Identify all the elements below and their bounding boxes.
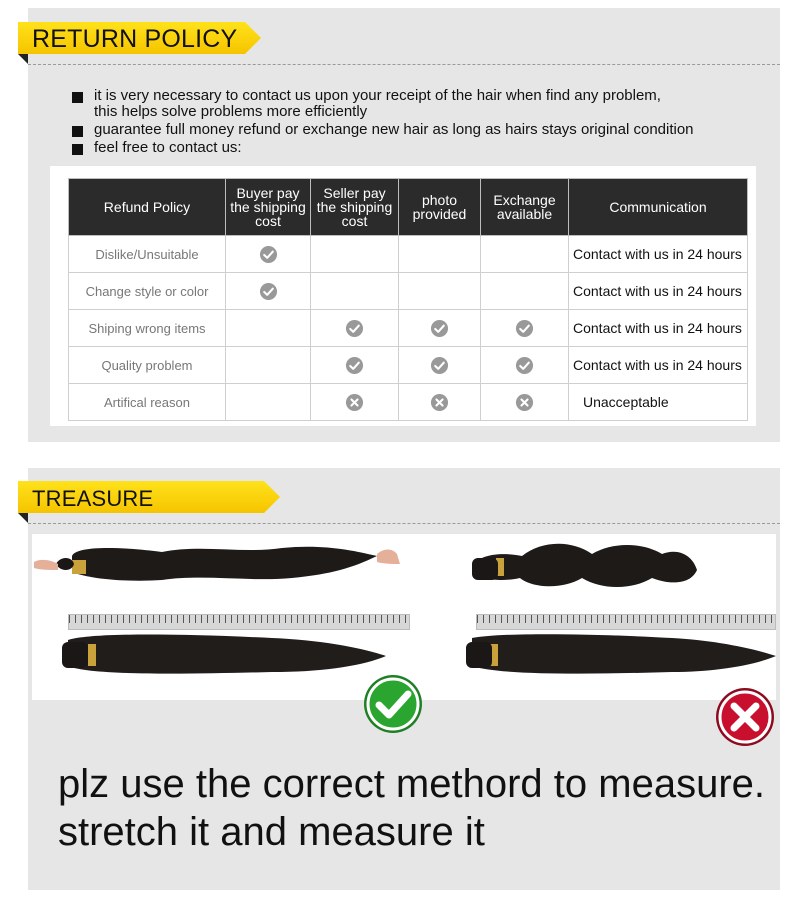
- policy-mark-cell: [399, 384, 481, 421]
- bullet-item: feel free to contact us:: [72, 140, 752, 156]
- policy-mark-cell: [311, 273, 399, 310]
- check-icon: [345, 319, 364, 338]
- policy-mark-cell: [226, 384, 311, 421]
- table-row: [69, 236, 748, 273]
- check-icon: [430, 319, 449, 338]
- table-row: [69, 310, 748, 347]
- wrong-measure-photo: [462, 534, 776, 700]
- refund-table-card: [50, 166, 756, 426]
- check-icon: [515, 356, 534, 375]
- communication-cell: Unacceptable: [569, 384, 748, 421]
- return-policy-title: RETURN POLICY: [32, 25, 238, 53]
- table-row: [69, 347, 748, 384]
- policy-bullets: [72, 88, 752, 156]
- table-header-cell: Seller pay the shipping cost: [311, 179, 399, 236]
- refund-reason-cell: Quality problem: [69, 347, 226, 384]
- communication-cell: Contact with us in 24 hours: [569, 236, 748, 273]
- refund-reason-cell: Change style or color: [69, 273, 226, 310]
- bullet-item: it is very necessary to contact us upon your receipt of the hair when find any problem, this helps solve problems more efficiently: [72, 88, 752, 120]
- table-row: [69, 384, 748, 421]
- cross-icon: [515, 393, 534, 412]
- treasure-banner: [18, 481, 280, 513]
- red-cross-icon: [715, 687, 775, 747]
- return-policy-banner: [18, 22, 261, 54]
- section-divider: [28, 523, 780, 524]
- policy-mark-cell: [226, 273, 311, 310]
- cross-icon: [345, 393, 364, 412]
- refund-reason-cell: Shiping wrong items: [69, 310, 226, 347]
- policy-mark-cell: [399, 310, 481, 347]
- communication-cell: Contact with us in 24 hours: [569, 347, 748, 384]
- table-body: [69, 236, 748, 421]
- policy-mark-cell: [311, 236, 399, 273]
- policy-mark-cell: [399, 273, 481, 310]
- measure-instruction-line2: stretch it and measure it: [58, 810, 485, 854]
- policy-mark-cell: [226, 310, 311, 347]
- table-header-cell: photo provided: [399, 179, 481, 236]
- policy-mark-cell: [481, 236, 569, 273]
- table-header-cell: Exchange available: [481, 179, 569, 236]
- cross-icon: [430, 393, 449, 412]
- treasure-title: TREASURE: [32, 486, 154, 511]
- check-icon: [515, 319, 534, 338]
- policy-mark-cell: [311, 310, 399, 347]
- straight-hair-bundle-illustration: [32, 534, 407, 700]
- table-header-cell: Refund Policy: [69, 179, 226, 236]
- correct-measure-photo: [32, 534, 407, 700]
- table-header-cell: Buyer pay the shipping cost: [226, 179, 311, 236]
- policy-mark-cell: [226, 236, 311, 273]
- straight-hair-bundle-illustration: [462, 534, 776, 700]
- check-icon: [259, 282, 278, 301]
- bullet-item: guarantee full money refund or exchange new hair as long as hairs stays original condition: [72, 122, 752, 138]
- check-icon: [259, 245, 278, 264]
- table-header-row: [69, 179, 748, 236]
- table-header-cell: Communication: [569, 179, 748, 236]
- policy-mark-cell: [481, 384, 569, 421]
- measure-instruction-line1: plz use the correct methord to measure.: [58, 762, 765, 806]
- policy-mark-cell: [311, 347, 399, 384]
- return-policy-section: [28, 8, 780, 442]
- check-icon: [430, 356, 449, 375]
- communication-cell: Contact with us in 24 hours: [569, 310, 748, 347]
- policy-mark-cell: [311, 384, 399, 421]
- policy-mark-cell: [481, 347, 569, 384]
- green-check-icon: [363, 674, 423, 734]
- refund-policy-table: [68, 178, 748, 421]
- policy-mark-cell: [399, 347, 481, 384]
- policy-mark-cell: [481, 310, 569, 347]
- policy-mark-cell: [399, 236, 481, 273]
- refund-reason-cell: Dislike/Unsuitable: [69, 236, 226, 273]
- refund-reason-cell: Artifical reason: [69, 384, 226, 421]
- treasure-section: [28, 468, 780, 890]
- bullet-square-icon: [72, 126, 83, 137]
- bullet-square-icon: [72, 144, 83, 155]
- bullet-square-icon: [72, 92, 83, 103]
- section-divider: [28, 64, 780, 65]
- communication-cell: Contact with us in 24 hours: [569, 273, 748, 310]
- policy-mark-cell: [226, 347, 311, 384]
- check-icon: [345, 356, 364, 375]
- table-row: [69, 273, 748, 310]
- policy-mark-cell: [481, 273, 569, 310]
